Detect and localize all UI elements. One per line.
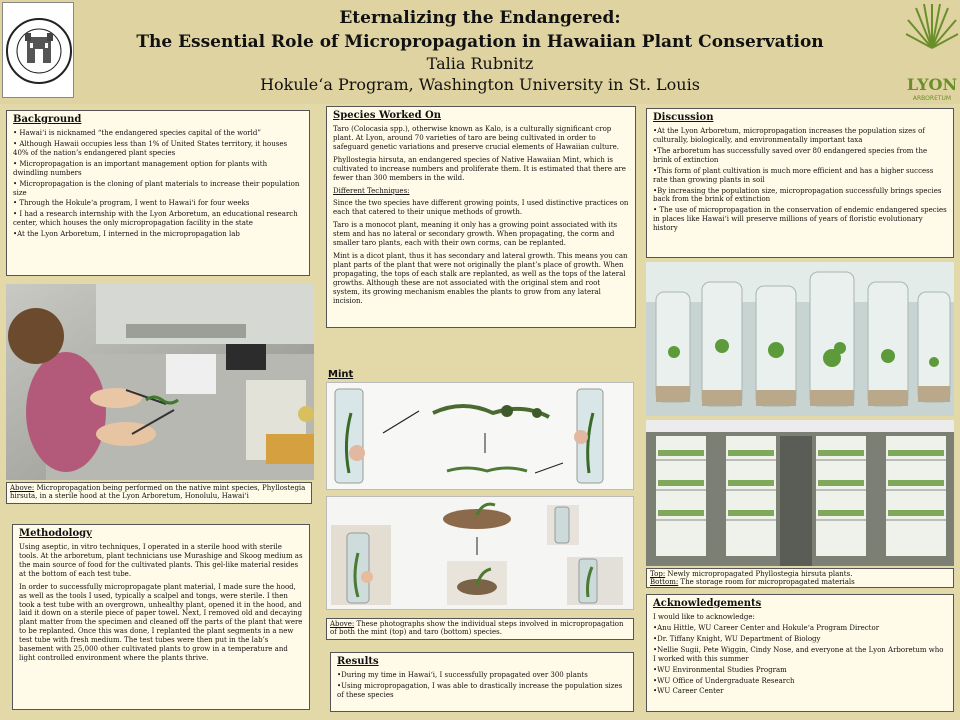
list-item: • I had a research internship with the Lyon Arboretum, an educational research center, which houses the only micropropagation facility in the state	[13, 210, 298, 228]
caption-text: These photographs show the individual steps involved in micropropagation of both the mint (top) and taro (bottom) species.	[330, 620, 624, 637]
list-item: •The arboretum has successfully saved over 80 endangered species from the brink of extinction	[653, 146, 928, 164]
background-heading: Background	[13, 114, 82, 125]
list-item: •At the Lyon Arboretum, micropropagation increases the population sizes of culturally, biologically, and environmentally important taxa	[653, 126, 925, 144]
storage-room-photo	[646, 420, 954, 566]
species-paragraph: Mint is a dicot plant, thus it has secondary and lateral growth. This means you can plant parts of the plant that were not originally the plant’s place of growth. When propagating, the tops of each stalk are replanted, as well as the tops of the lateral growths. Although these are not associated with the original stem and root system, its growing mechanism enables the plants to grow from any lateral incision.	[333, 252, 628, 305]
caption-lead: Above:	[330, 620, 355, 628]
university-seal-logo	[2, 2, 74, 98]
caption-text: Newly micropropagated Phyllostegia hirsuta plants.	[665, 570, 853, 578]
test-tube-plants-photo	[646, 262, 954, 416]
species-subheading: Different Techniques:	[333, 186, 410, 195]
mint-label: Mint	[328, 369, 354, 380]
right-photo-caption	[646, 568, 954, 588]
caption-text: Micropropagation being performed on the native mint species, Phyllostegia hirsuta, in a sterile hood at the Lyon Arboretum, Honolulu, Hawai‘i	[10, 484, 306, 501]
poster-header	[0, 0, 960, 104]
methodology-paragraph: In order to successfully micropropagate plant material, I made sure the hood, as well as the tools I used, typically a scalpel and tongs, were sterile. I then took a test tube with an overgrown, unhealthy plant, opened it in the hood, and laid it down on a sterile piece of paper towel. Next, I removed old and decaying plant matter from the specimen and cleaned off the parts of the plant that were to be replanted. Once this was done, I replanted the plant segments in a new test tube with fresh medium. The test tubes were then put in the lab’s basement with 25,000 other cultivated plants to grow in a temperature and light controlled environment where the plants thrive.	[19, 582, 303, 663]
list-item: • Through the Hokule‘a program, I went to Hawai‘i for four weeks	[13, 199, 250, 208]
list-item: •WU Environmental Studies Program	[653, 665, 787, 674]
results-heading: Results	[337, 656, 379, 667]
list-item: •At the Lyon Arboretum, I interned in the micropropagation lab	[13, 230, 240, 239]
list-item: •By increasing the population size, micropropagation successfully brings species back from the brink of extinction	[653, 186, 942, 204]
list-item: •Dr. Tiffany Knight, WU Department of Biology	[653, 634, 821, 643]
caption-text: The storage room for micropropagated materials	[678, 578, 855, 587]
taro-photo-strip	[326, 496, 634, 610]
center-photo-caption	[326, 618, 634, 640]
methodology-heading: Methodology	[19, 528, 92, 539]
list-item: • Although Hawaii occupies less than 1% of United States territory, it houses 40% of the nation’s endangered plant species	[13, 139, 288, 157]
methodology-section	[12, 524, 310, 710]
background-section	[6, 110, 310, 276]
acknowledgements-intro: I would like to acknowledge:	[653, 612, 755, 621]
list-item: •During my time in Hawai‘i, I successfully propagated over 300 plants	[337, 670, 588, 679]
list-item: • Micropropagation is the cloning of plant materials to increase their population size	[13, 179, 300, 197]
lab-hood-photo	[6, 284, 314, 480]
species-paragraph: Phyllostegia hirsuta, an endangered species of Native Hawaiian Mint, which is cultivated to increase numbers and proliferate them. It is estimated that there are fewer than 300 members in the wild.	[333, 155, 626, 182]
list-item: • Hawai‘i is nicknamed “the endangered species capital of the world”	[13, 128, 261, 137]
results-section	[330, 652, 634, 712]
species-paragraph: Taro is a monocot plant, meaning it only has a growing point associated with its stem and has no lateral or secondary growth. When propagating, the corm and smaller taro plants, each with their own corms, can be replanted.	[333, 221, 618, 248]
list-item: •WU Office of Undergraduate Research	[653, 676, 795, 685]
mint-photo-strip	[326, 382, 634, 490]
author-name: Talia Rubnitz	[426, 54, 534, 73]
caption-lead: Bottom:	[650, 578, 679, 587]
title-line-2: The Essential Role of Micropropagation in Hawaiian Plant Conservation	[136, 32, 824, 52]
author-affiliation: Hokule‘a Program, Washington University in St. Louis	[260, 75, 700, 94]
lyon-arboretum-logo	[904, 0, 960, 104]
svg-text:LYON: LYON	[906, 75, 958, 94]
species-paragraph: Since the two species have different growing points, I used distinctive practices on each that catered to their unique methods of growth.	[333, 199, 629, 217]
list-item: •Anu Hittle, WU Career Center and Hokule‘a Program Director	[653, 623, 880, 632]
acknowledgements-heading: Acknowledgements	[653, 598, 762, 609]
title-line-1: Eternalizing the Endangered:	[339, 8, 621, 28]
caption-lead: Top:	[650, 570, 666, 578]
discussion-section	[646, 108, 954, 258]
left-photo-caption	[6, 482, 312, 504]
acknowledgements-section	[646, 594, 954, 712]
list-item: •Nellie Sugii, Pete Wiggin, Cindy Nose, and everyone at the Lyon Arboretum who I worked with this summer	[653, 645, 944, 663]
caption-lead: Above:	[10, 484, 35, 492]
list-item: • The use of micropropagation in the conservation of endemic endangered species in places like Hawai‘i will preserve millions of years of floristic evolutionary history	[653, 206, 947, 233]
list-item: •WU Career Center	[653, 687, 724, 696]
list-item: •This form of plant cultivation is much more efficient and has a higher success rate than growing plants in soil	[653, 166, 934, 184]
species-paragraph: Taro (Colocasia spp.), otherwise known as Kalo, is a culturally significant crop plant. At Lyon, around 70 varieties of taro are being cultivated in order to safeguard genetic variations and preserve crucial elements of Hawaiian culture.	[333, 124, 619, 151]
list-item: • Micropropagation is an important management option for plants with dwindling numbers	[13, 159, 268, 177]
methodology-paragraph: Using aseptic, in vitro techniques, I operated in a sterile hood with sterile tools. At the arboretum, plant technicians use Murashige and Skoog medium as the main source of food for the cultivated plants. This gel-like material resides at the bottom of each test tube.	[19, 542, 303, 578]
discussion-heading: Discussion	[653, 112, 714, 123]
species-heading: Species Worked On	[333, 110, 442, 121]
svg-text:ARBORETUM: ARBORETUM	[912, 95, 952, 102]
list-item: •Using micropropagation, I was able to drastically increase the population sizes of these species	[337, 681, 623, 699]
species-section	[326, 106, 636, 328]
